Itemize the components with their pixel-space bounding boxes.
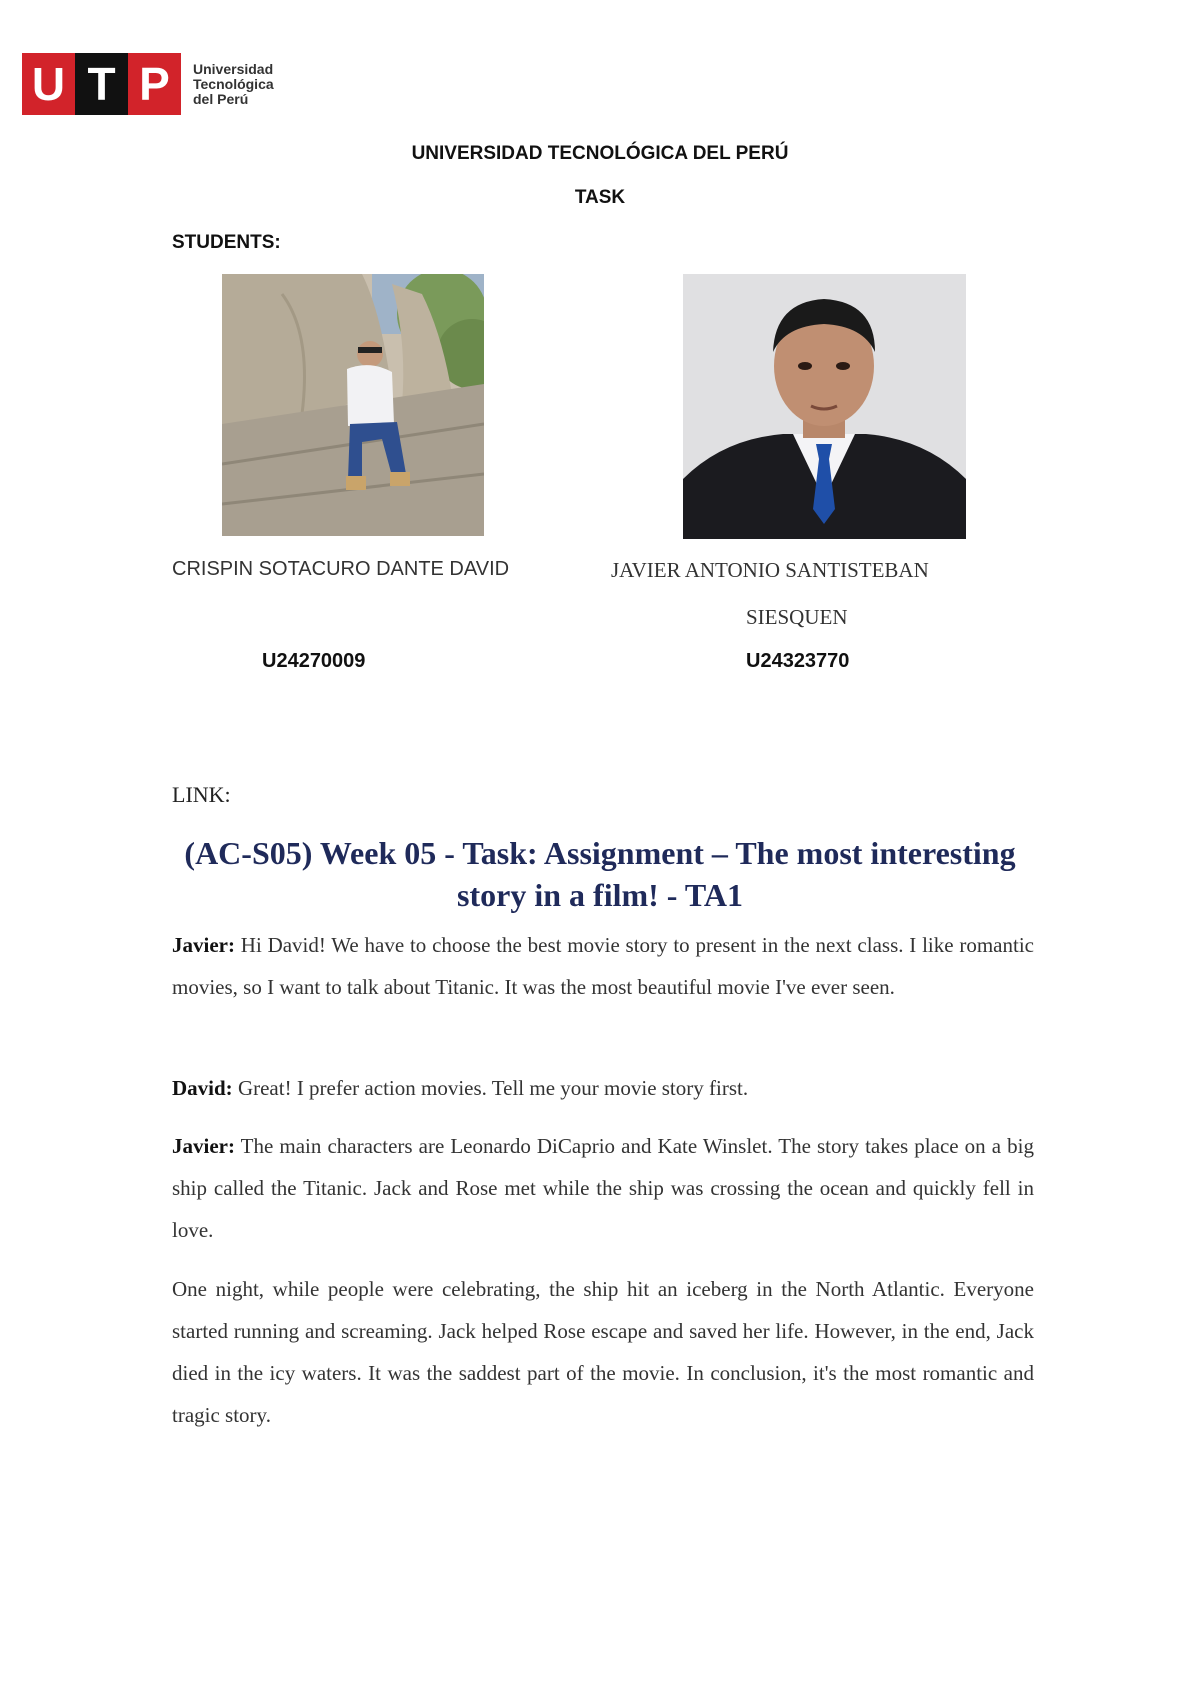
dialogue-text: One night, while people were celebrating, the ship hit an iceberg in the North Atlantic. Everyone started running and screaming. Jack helped Rose escape and saved her life. However, in the end, Jack died in the icy waters. It was the saddest part of the movie. In conclusion, it's the most romantic and tragic story. (172, 1277, 1034, 1427)
logo-line-3: del Perú (193, 90, 249, 107)
speaker-label: Javier: (172, 933, 235, 957)
logo-wordmark (193, 62, 274, 107)
dialogue-paragraph (172, 1125, 1034, 1251)
dialogue-paragraph (172, 1268, 1034, 1436)
dialogue-text: The main characters are Leonardo DiCaprio and Kate Winslet. The story takes place on a big ship called the Titanic. Jack and Rose met while the ship was crossing the ocean and quickly fell in love. (172, 1134, 1034, 1242)
link-label: LINK: (172, 782, 231, 807)
dialogue-text: Great! I prefer action movies. Tell me your movie story first. (232, 1076, 749, 1100)
dialogue-text: Hi David! We have to choose the best movie story to present in the next class. I like romantic movies, so I want to talk about Titanic. It was the most beautiful movie I've ever seen. (172, 933, 1034, 999)
logo-line-2: Tecnológica (193, 75, 274, 92)
speaker-label: David: (172, 1076, 233, 1100)
logo-letter-u: U (22, 53, 75, 115)
speaker-label: Javier: (172, 1134, 235, 1158)
university-title: UNIVERSIDAD TECNOLÓGICA DEL PERÚ (411, 143, 789, 164)
dialogue-paragraph (172, 1067, 1034, 1109)
logo-letter-p: P (128, 53, 181, 115)
logo-line-1: Universidad (193, 60, 274, 77)
student-code-2: U24323770 (746, 650, 850, 672)
assignment-heading: (AC-S05) Week 05 - Task: Assignment – The most interesting story in a film! - TA1 (184, 835, 1016, 913)
students-label: STUDENTS: (172, 232, 281, 253)
task-title: TASK (574, 187, 626, 208)
student-name-1: CRISPIN SOTACURO DANTE DAVID (172, 558, 510, 580)
student-code-1: U24270009 (262, 650, 366, 672)
student-photo-david (222, 274, 484, 536)
student-photo-javier (683, 274, 966, 539)
logo-letter-blocks (22, 53, 181, 115)
dialogue-paragraph (172, 924, 1034, 1008)
student-name-2-line-2: SIESQUEN (746, 605, 848, 629)
link-line (172, 782, 231, 808)
student-name-2-line-1: JAVIER ANTONIO SANTISTEBAN (611, 558, 929, 582)
utp-logo (22, 53, 274, 115)
logo-letter-t: T (75, 53, 128, 115)
